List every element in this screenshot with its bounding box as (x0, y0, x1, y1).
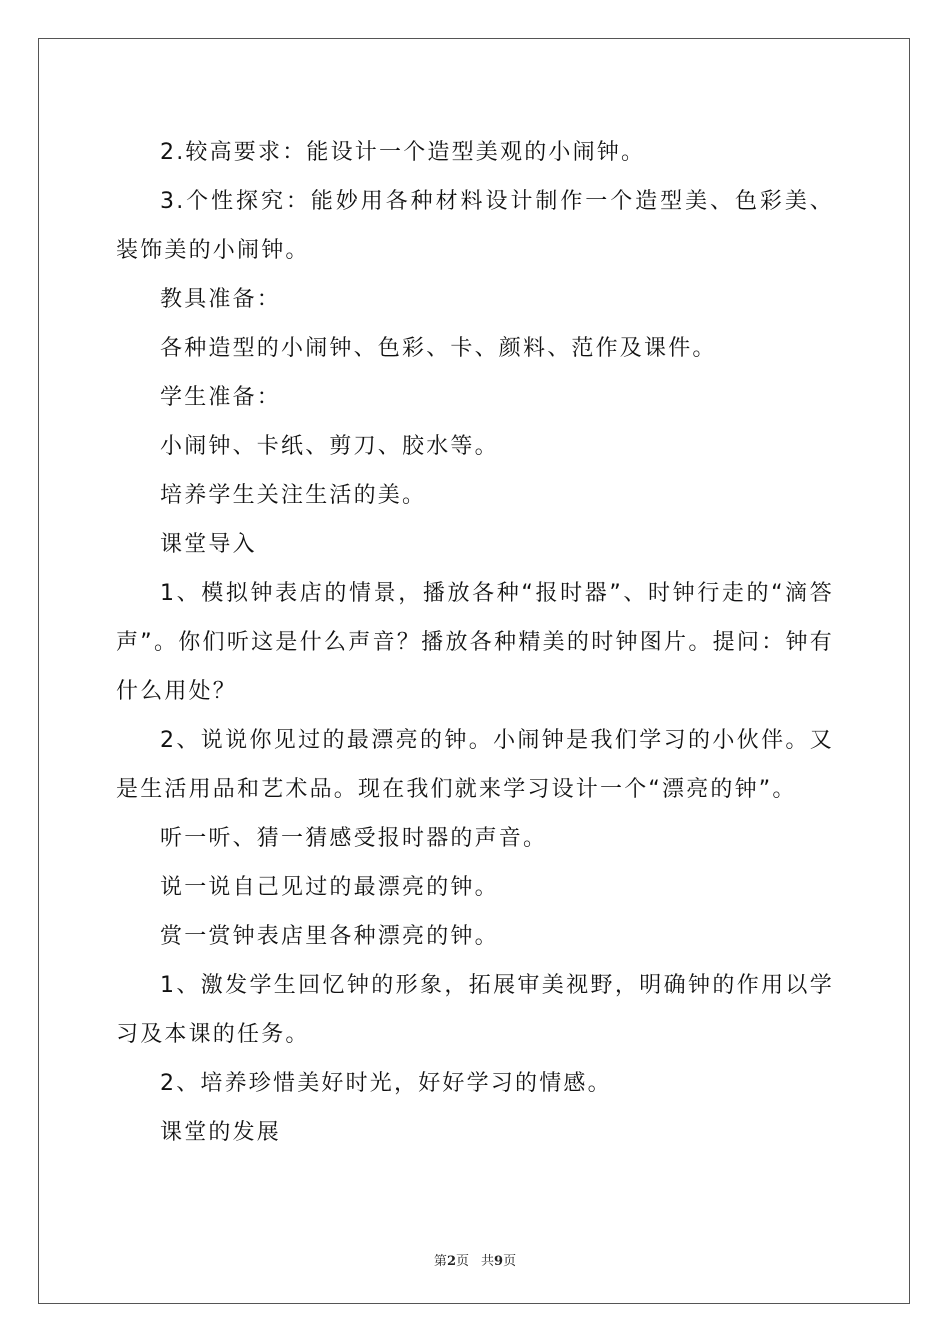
paragraph: 赏一赏钟表店里各种漂亮的钟。 (160, 924, 499, 949)
paragraph: 2、说说你见过的最漂亮的钟。小闹钟是我们学习的小伙伴。又是生活用品和艺术品。现在我们就来学习设计一个“漂亮的钟”。 (116, 728, 834, 802)
page-footer (0, 1250, 950, 1269)
paragraph: 1、激发学生回忆钟的形象，拓展审美视野，明确钟的作用以学习及本课的任务。 (116, 973, 834, 1047)
current-page-number: 2 (446, 1254, 456, 1269)
paragraph: 学生准备： (160, 385, 282, 410)
paragraph: 各种造型的小闹钟、色彩、卡、颜料、范作及课件。 (160, 336, 717, 361)
paragraph: 说一说自己见过的最漂亮的钟。 (160, 875, 499, 900)
paragraph: 听一听、猜一猜感受报时器的声音。 (160, 826, 548, 851)
paragraph: 1、模拟钟表店的情景，播放各种“报时器”、时钟行走的“滴答声”。你们听这是什么声音？播放各种精美的时钟图片。提问：钟有什么用处？ (116, 581, 834, 704)
total-pages-label: 共9页 (481, 1254, 517, 1269)
page-number-label: 第2页 (433, 1254, 469, 1269)
document-body (116, 128, 834, 1157)
paragraph: 教具准备： (160, 287, 282, 312)
paragraph: 小闹钟、卡纸、剪刀、胶水等。 (160, 434, 499, 459)
paragraph: 课堂的发展 (160, 1120, 282, 1145)
paragraph: 课堂导入 (160, 532, 257, 557)
paragraph: 培养学生关注生活的美。 (160, 483, 427, 508)
paragraph: 2、培养珍惜美好时光，好好学习的情感。 (160, 1071, 612, 1096)
paragraph: 3.个性探究：能妙用各种材料设计制作一个造型美、色彩美、装饰美的小闹钟。 (116, 189, 834, 263)
paragraph: 2.较高要求：能设计一个造型美观的小闹钟。 (160, 140, 646, 165)
total-page-count: 9 (494, 1254, 504, 1269)
